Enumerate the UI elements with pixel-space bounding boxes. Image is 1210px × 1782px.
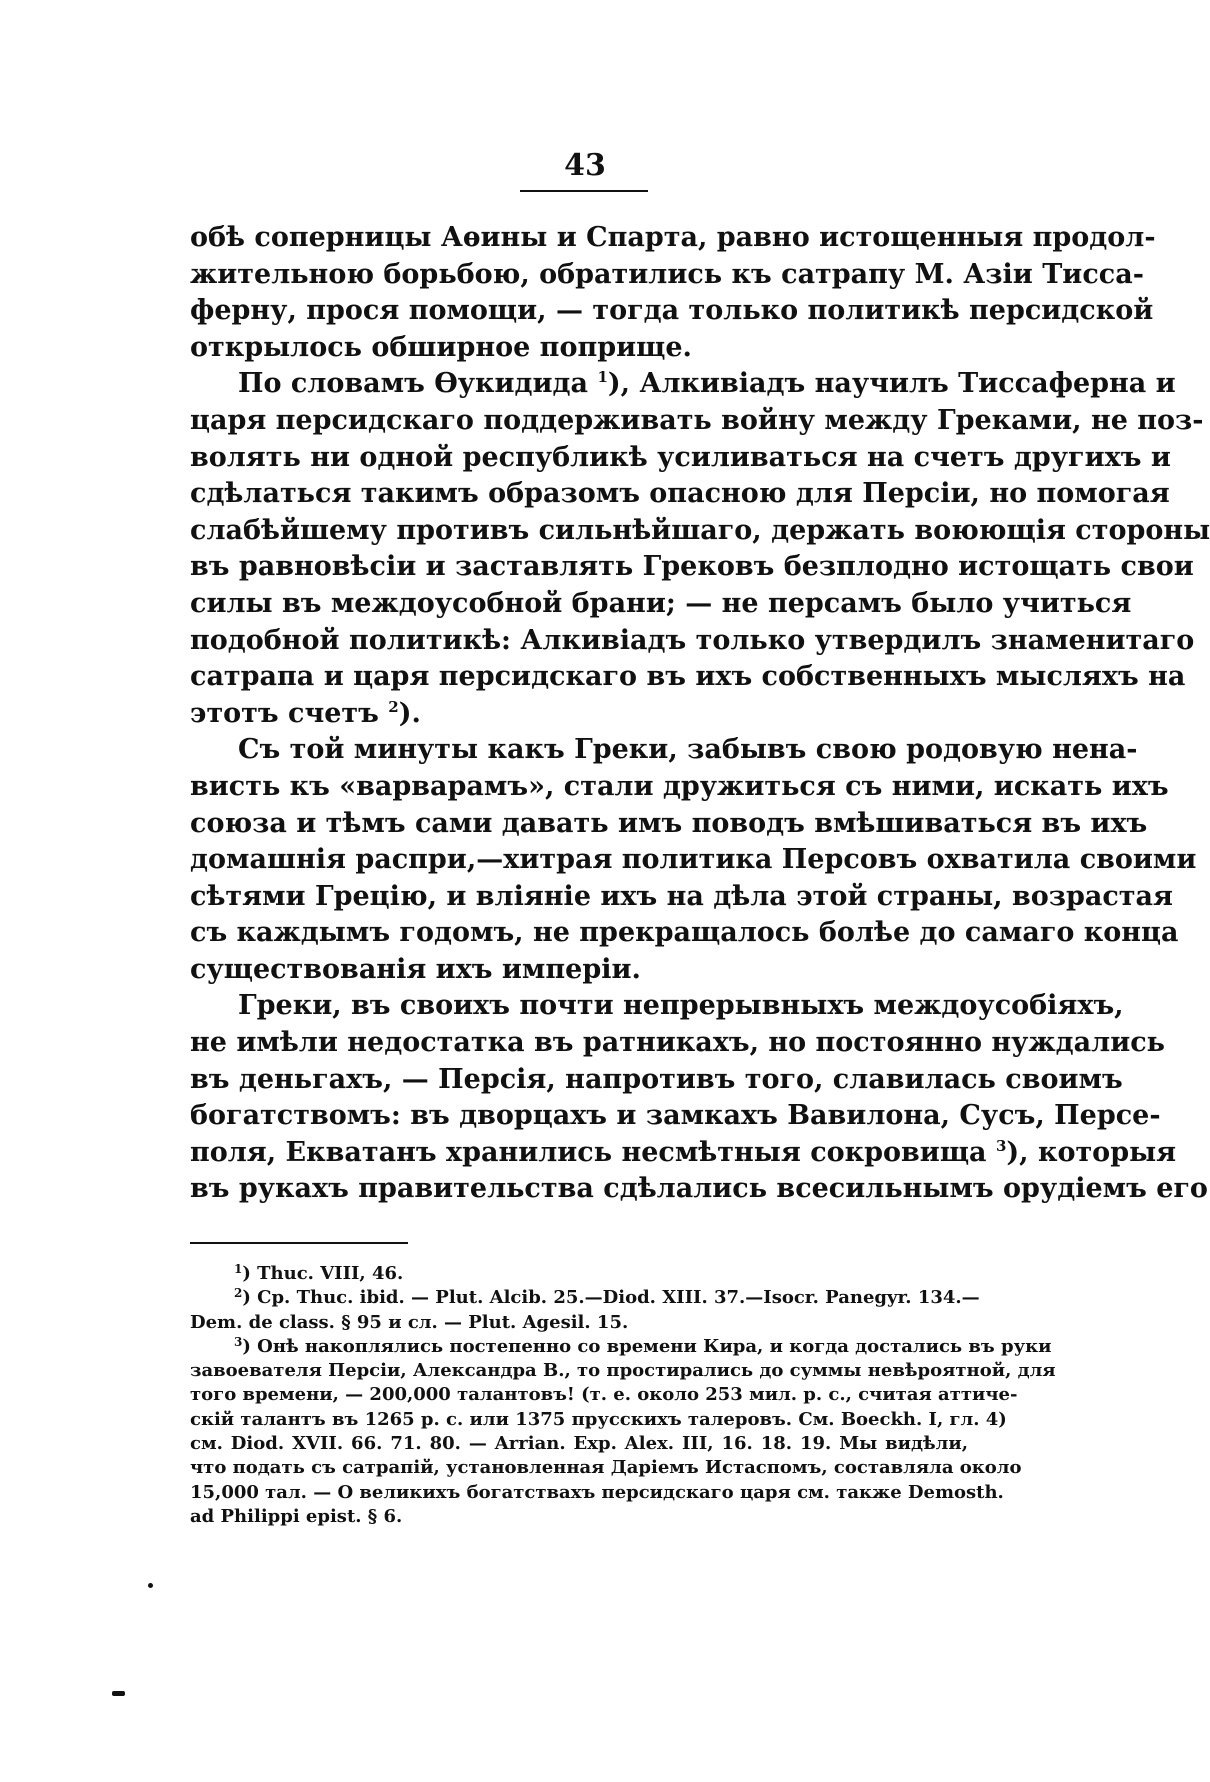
footnote-rule: [190, 1242, 408, 1244]
footnote-line: скій талантъ въ 1265 р. с. или 1375 прусскихъ талеровъ. См. Boeckh. I, гл. 4): [190, 1408, 1007, 1430]
text-segment: ), которыя: [1006, 1136, 1177, 1168]
text-segment: этотъ счетъ: [190, 697, 379, 729]
footnote-line: 15,000 тал. — О великихъ богатствахъ персидскаго царя см. также Demosth.: [190, 1481, 1004, 1503]
text-line: ферну, прося помощи, — тогда только политикѣ персидской: [190, 295, 1154, 327]
text-line: не имѣли недостатка въ ратникахъ, но постоянно нуждались: [190, 1027, 1165, 1059]
scan-mark: [112, 1691, 125, 1696]
text-line: царя персидскаго поддерживать войну между Греками, не поз-: [190, 404, 1204, 436]
footnote-line: Dem. de class. § 95 и сл. — Plut. Agesil. 15.: [190, 1311, 629, 1333]
text-line: въ деньгахъ, — Персія, напротивъ того, славилась своимъ: [190, 1063, 1123, 1095]
text-line: въ рукахъ правительства сдѣлались всесильнымъ орудіемъ его: [190, 1173, 1208, 1205]
footnote-mark: 1: [234, 1262, 243, 1276]
text-line: богатствомъ: въ дворцахъ и замкахъ Вавилона, Сусъ, Персе-: [190, 1100, 1161, 1132]
text-line: съ каждымъ годомъ, не прекращалось болѣе до самаго конца: [190, 917, 1179, 949]
footnote-line: ad Philippi epist. § 6.: [190, 1505, 403, 1527]
text-segment: ).: [398, 697, 421, 729]
scan-speck: [148, 1583, 153, 1588]
text-line: подобной политикѣ: Алкивіадъ только утвердилъ знаменитаго: [190, 624, 1195, 656]
footnote-1: [190, 1262, 968, 1286]
text-segment: ), Алкивіадъ научилъ Тиссаферна и: [607, 368, 1176, 400]
text-line: жительною борьбою, обратились къ сатрапу М. Азіи Тисса-: [190, 258, 1144, 290]
text-segment: поля, Екватанъ хранились несмѣтныя сокровища: [190, 1136, 987, 1168]
footnote-line: того времени, — 200,000 талантовъ! (т. е. около 253 мил. р. с., считая аттиче-: [190, 1384, 1018, 1406]
footnote-mark: 3: [234, 1334, 243, 1349]
footnote-line: что подать съ сатрапій, установленная Даріемъ Истаспомъ, составляла около: [190, 1457, 1022, 1479]
text-line: Греки, въ своихъ почти непрерывныхъ междоусобіяхъ,: [238, 990, 1124, 1022]
footnote-text: ) Онѣ накоплялись постепенно со времени Кира, и когда достались въ руки: [242, 1335, 1052, 1357]
page-number-rule: [520, 190, 648, 192]
text-line: существованія ихъ имперіи.: [190, 953, 641, 985]
footnote-3: [190, 1334, 1052, 1359]
text-line: [190, 366, 1176, 403]
text-line: обѣ соперницы Аѳины и Спарта, равно истощенныя продол-: [190, 222, 1156, 253]
footnote-line: завоевателя Персіи, Александра В., то простирались до суммы невѣроятной, для: [190, 1360, 1056, 1382]
text-line: открылось обширное поприще.: [190, 331, 692, 363]
text-line: домашнія распри,—хитрая политика Персовъ охватила своими: [190, 844, 1197, 876]
text-line: союза и тѣмъ сами давать имъ поводъ вмѣшиваться въ ихъ: [190, 807, 1148, 839]
text-segment: По словамъ Ѳукидида: [238, 368, 589, 400]
text-line: волять ни одной республикѣ усиливаться на счетъ другихъ и: [190, 441, 1171, 473]
text-line: сѣтями Грецію, и вліяніе ихъ на дѣла этой страны, возрастая: [190, 880, 1173, 912]
footnotes: [190, 1262, 1056, 1529]
footnote-text: ) Cp. Thuc. ibid. — Plut. Alcib. 25.—Diod. XIII. 37.—Isocr. Panegyr. 134.—: [242, 1287, 980, 1309]
footnote-ref-3: 3: [995, 1136, 1007, 1155]
footnote-ref-1: 1: [597, 368, 608, 387]
text-line: сдѣлаться такимъ образомъ опасною для Персіи, но помогая: [190, 478, 1170, 510]
footnote-2: [190, 1286, 980, 1310]
text-line: [190, 1135, 1177, 1172]
text-line: сатрапа и царя персидскаго въ ихъ собственныхъ мысляхъ на: [190, 661, 1186, 693]
text-line: [190, 696, 968, 733]
footnote-mark: 2: [234, 1286, 243, 1301]
footnote-text: ) Thuc. VIII, 46.: [242, 1263, 404, 1284]
text-line: слабѣйшему противъ сильнѣйшаго, держать воюющія стороны: [190, 514, 1210, 546]
body-text: [190, 220, 1210, 1208]
text-line: силы въ междоусобной брани; — не персамъ было учиться: [190, 587, 1132, 619]
text-line: висть къ «варварамъ», стали дружиться съ ними, искать ихъ: [190, 770, 1169, 802]
text-line: Съ той минуты какъ Греки, забывъ свою родовую нена-: [238, 734, 1138, 766]
footnote-ref-2: 2: [388, 697, 399, 716]
text-line: въ равновѣсіи и заставлять Грековъ безплодно истощать свои: [190, 551, 1194, 583]
page-number: 43: [564, 148, 606, 183]
footnote-line: см. Diod. XVII. 66. 71. 80. — Arrian. Exp. Alex. III, 16. 18. 19. Мы видѣли,: [190, 1433, 968, 1455]
